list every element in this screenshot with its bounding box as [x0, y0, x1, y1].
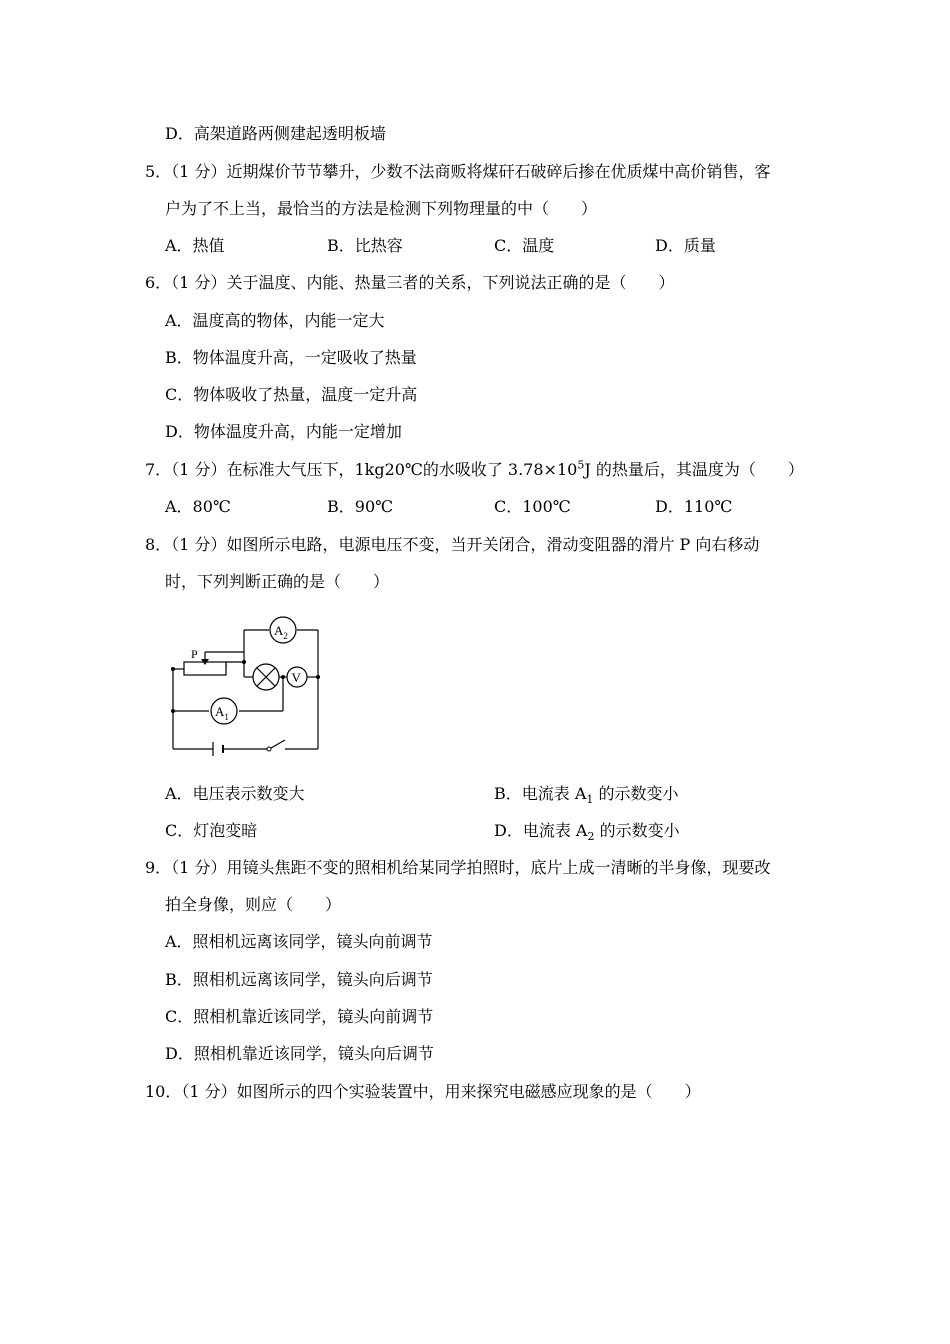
- junction-dot-3: [171, 709, 175, 713]
- q5-option-b: B．比热容: [327, 236, 403, 255]
- q9-option-a: A．照相机远离该同学，镜头向前调节: [165, 932, 433, 951]
- q7-option-a: A．80℃: [165, 497, 231, 516]
- q7-option-c: C．100℃: [494, 497, 571, 516]
- q5-stem-line1: 5．（1 分）近期煤价节节攀升，少数不法商贩将煤矸石破碎后掺在优质煤中高价销售，客: [145, 162, 771, 181]
- q5-stem-line2: 户为了不上当，最恰当的方法是检测下列物理量的中（ ）: [165, 199, 598, 218]
- q9-option-b: B．照相机远离该同学，镜头向后调节: [165, 970, 433, 989]
- ammeter-a2-label: $A_2$: [274, 623, 288, 641]
- q5-option-a: A．热值: [165, 236, 225, 255]
- q10-stem: 10．（1 分）如图所示的四个实验装置中，用来探究电磁感应现象的是（ ）: [145, 1082, 701, 1101]
- switch-contact-left: [267, 747, 271, 751]
- q5-option-c: C．温度: [494, 236, 555, 255]
- ammeter-a1-label: $A_1$: [215, 704, 229, 722]
- q9-option-d: D．照相机靠近该同学，镜头向后调节: [165, 1044, 434, 1063]
- q7-stem-b: J 的热量后，其温度为（ ）: [584, 460, 804, 479]
- junction-dot-1: [171, 667, 175, 671]
- q4-option-d: D．高架道路两侧建起透明板墙: [165, 124, 386, 143]
- q8-option-a: A．电压表示数变大: [165, 784, 305, 803]
- q8-stem-line2: 时，下列判断正确的是（ ）: [165, 572, 390, 591]
- q6-option-a: A．温度高的物体，内能一定大: [165, 311, 385, 330]
- q9-option-c: C．照相机靠近该同学，镜头向前调节: [165, 1007, 434, 1026]
- junction-dot-4: [281, 675, 285, 679]
- q8-stem-line1: 8．（1 分）如图所示电路，电源电压不变，当开关闭合，滑动变阻器的滑片 P 向右移动: [145, 535, 760, 554]
- q8-option-d: D．电流表 $A_2$ 的示数变小: [494, 821, 680, 844]
- q9-stem-line1: 9．（1 分）用镜头焦距不变的照相机给某同学拍照时，底片上成一清晰的半身像，现要改: [145, 858, 771, 877]
- voltmeter-v-label: V: [291, 670, 301, 685]
- q8-option-c: C．灯泡变暗: [165, 821, 258, 840]
- label-p: P: [191, 647, 198, 661]
- q8-option-b: B．电流表 $A_1$ 的示数变小: [494, 784, 679, 807]
- q7-option-d: D．110℃: [655, 497, 733, 516]
- switch-blade: [271, 740, 285, 748]
- q6-option-c: C．物体吸收了热量，温度一定升高: [165, 385, 418, 404]
- q7-option-b: B．90℃: [327, 497, 394, 516]
- q7-stem: [145, 460, 804, 480]
- q7-stem-a: 7．（1 分）在标准大气压下，1kg20℃的水吸收了 3.78×10: [145, 460, 578, 479]
- q6-stem: 6．（1 分）关于温度、内能、热量三者的关系，下列说法正确的是（ ）: [145, 273, 675, 292]
- q5-option-d: D．质量: [655, 236, 716, 255]
- q6-option-b: B．物体温度升高，一定吸收了热量: [165, 348, 417, 367]
- q9-stem-line2: 拍全身像，则应（ ）: [165, 895, 342, 914]
- junction-dot-5: [316, 675, 320, 679]
- circuit-diagram: [165, 612, 325, 757]
- junction-dot-2: [242, 660, 246, 664]
- q7-stem-sup: 5: [577, 458, 585, 472]
- q6-option-d: D．物体温度升高，内能一定增加: [165, 422, 402, 441]
